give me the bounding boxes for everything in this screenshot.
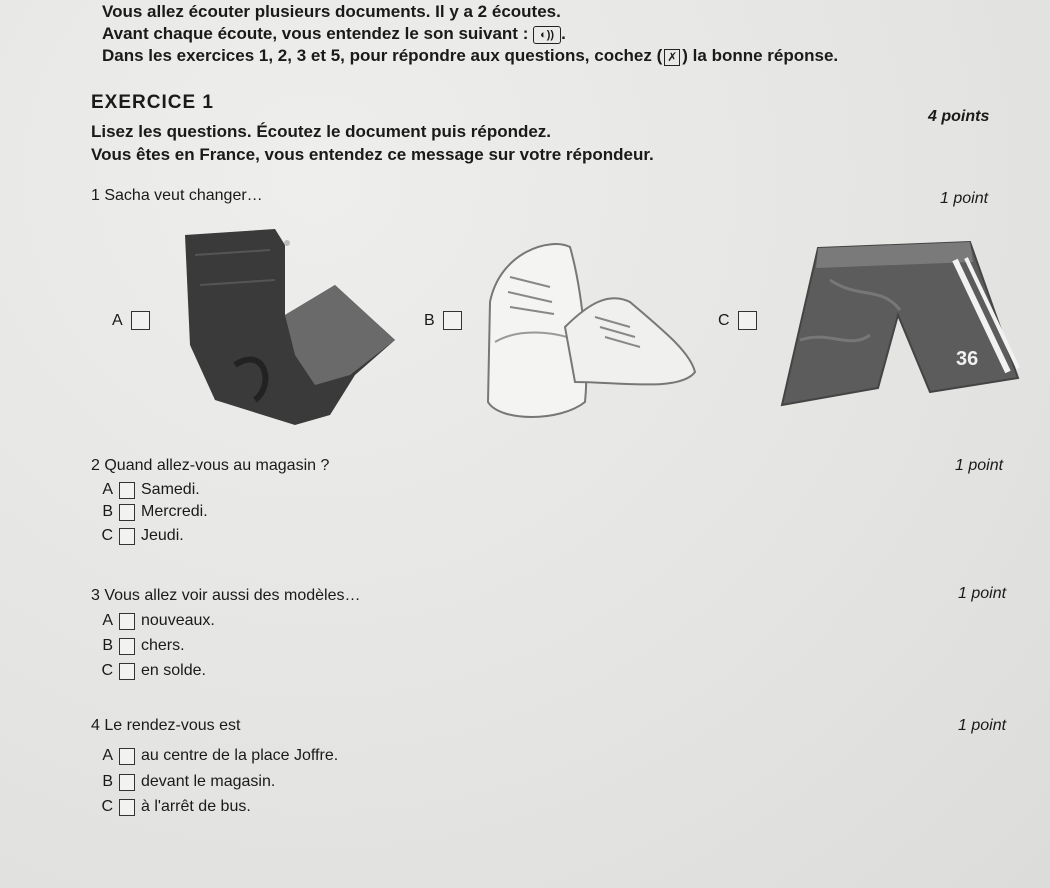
q3-option-b[interactable] [97,637,185,655]
intro-line-2-end: . [561,24,566,43]
q4-option-b[interactable] [97,773,275,791]
intro-line-2-text: Avant chaque écoute, vous entendez le son suivant : [102,24,529,43]
q3-option-c[interactable] [97,662,206,680]
q1-option-a-checkbox[interactable] [131,311,150,330]
intro-line-2 [102,24,566,44]
question-3-text: 3 Vous allez voir aussi des modèles… [91,587,361,604]
intro-line-1: Vous allez écouter plusieurs documents. Il y a 2 écoutes. [102,2,561,21]
q2-option-c[interactable] [97,527,184,545]
intro-line-3-end: ) la bonne réponse. [682,46,839,65]
q4-option-c-label: à l'arrêt de bus. [141,798,251,815]
exercise-points: 4 points [928,108,990,125]
q3-option-c-letter: C [101,662,113,679]
checked-box-icon: ✗ [664,49,680,66]
q1-option-c-letter: C [718,311,730,329]
q3-option-b-label: chers. [141,637,185,654]
q1-option-a-letter: A [112,311,123,329]
q3-option-a-label: nouveaux. [141,612,215,629]
q4-option-a-label: au centre de la place Joffre. [141,747,339,764]
q1-option-b-letter: B [424,311,435,329]
q4-option-b-label: devant le magasin. [141,773,276,790]
q2-option-b[interactable] [97,503,208,521]
q4-option-c-checkbox[interactable] [119,799,135,816]
q4-option-c[interactable] [97,798,251,816]
q4-option-a-letter: A [102,747,113,764]
q2-option-a-checkbox[interactable] [119,482,135,499]
question-3-points: 1 point [958,585,1007,602]
q2-option-c-letter: C [101,527,113,544]
shorts-photo [770,240,1020,408]
q3-option-a-checkbox[interactable] [119,613,135,630]
q3-option-a[interactable] [97,612,215,630]
q3-option-c-label: en solde. [141,662,206,679]
q4-option-b-letter: B [102,773,113,790]
shorts-number: 36 [956,348,979,370]
q1-option-a[interactable] [112,311,156,330]
q1-option-b-checkbox[interactable] [443,311,462,330]
intro-line-3-text: Dans les exercices 1, 2, 3 et 5, pour répondre aux questions, cochez ( [102,46,663,65]
q4-option-c-letter: C [101,798,113,815]
question-4-points: 1 point [958,717,1007,734]
q2-option-c-checkbox[interactable] [119,528,135,545]
question-1-text: 1 Sacha veut changer… [91,187,263,204]
exercise-title: EXERCICE 1 [91,92,214,113]
question-2-points: 1 point [955,457,1004,474]
question-2-text: 2 Quand allez-vous au magasin ? [91,457,330,474]
q2-option-b-checkbox[interactable] [119,504,135,521]
question-4-text: 4 Le rendez-vous est [91,717,241,734]
q1-option-c[interactable] [718,311,763,330]
shorts-drawing [770,240,1020,408]
jeans-photo [175,225,400,430]
q3-option-c-checkbox[interactable] [119,663,135,680]
q4-option-a[interactable] [97,747,338,765]
q3-option-a-letter: A [102,612,113,629]
q3-option-b-letter: B [102,637,113,654]
q4-option-a-checkbox[interactable] [119,748,135,765]
sneakers-photo [480,232,700,427]
q2-option-b-letter: B [102,503,113,520]
q3-option-b-checkbox[interactable] [119,638,135,655]
q2-option-b-label: Mercredi. [141,503,208,520]
q4-option-b-checkbox[interactable] [119,774,135,791]
exercise-context: Vous êtes en France, vous entendez ce message sur votre répondeur. [91,145,654,164]
q2-option-a-label: Samedi. [141,481,200,498]
question-1-points: 1 point [940,190,989,207]
q2-option-a[interactable] [97,481,200,499]
q1-option-c-checkbox[interactable] [738,311,757,330]
exercise-instruction: Lisez les questions. Écoutez le document puis répondez. [91,122,552,141]
q2-option-a-letter: A [102,481,113,498]
intro-line-3 [102,46,838,66]
speaker-icon: ◐)) [533,26,561,44]
q1-option-b[interactable] [424,311,468,330]
q2-option-c-label: Jeudi. [141,527,184,544]
